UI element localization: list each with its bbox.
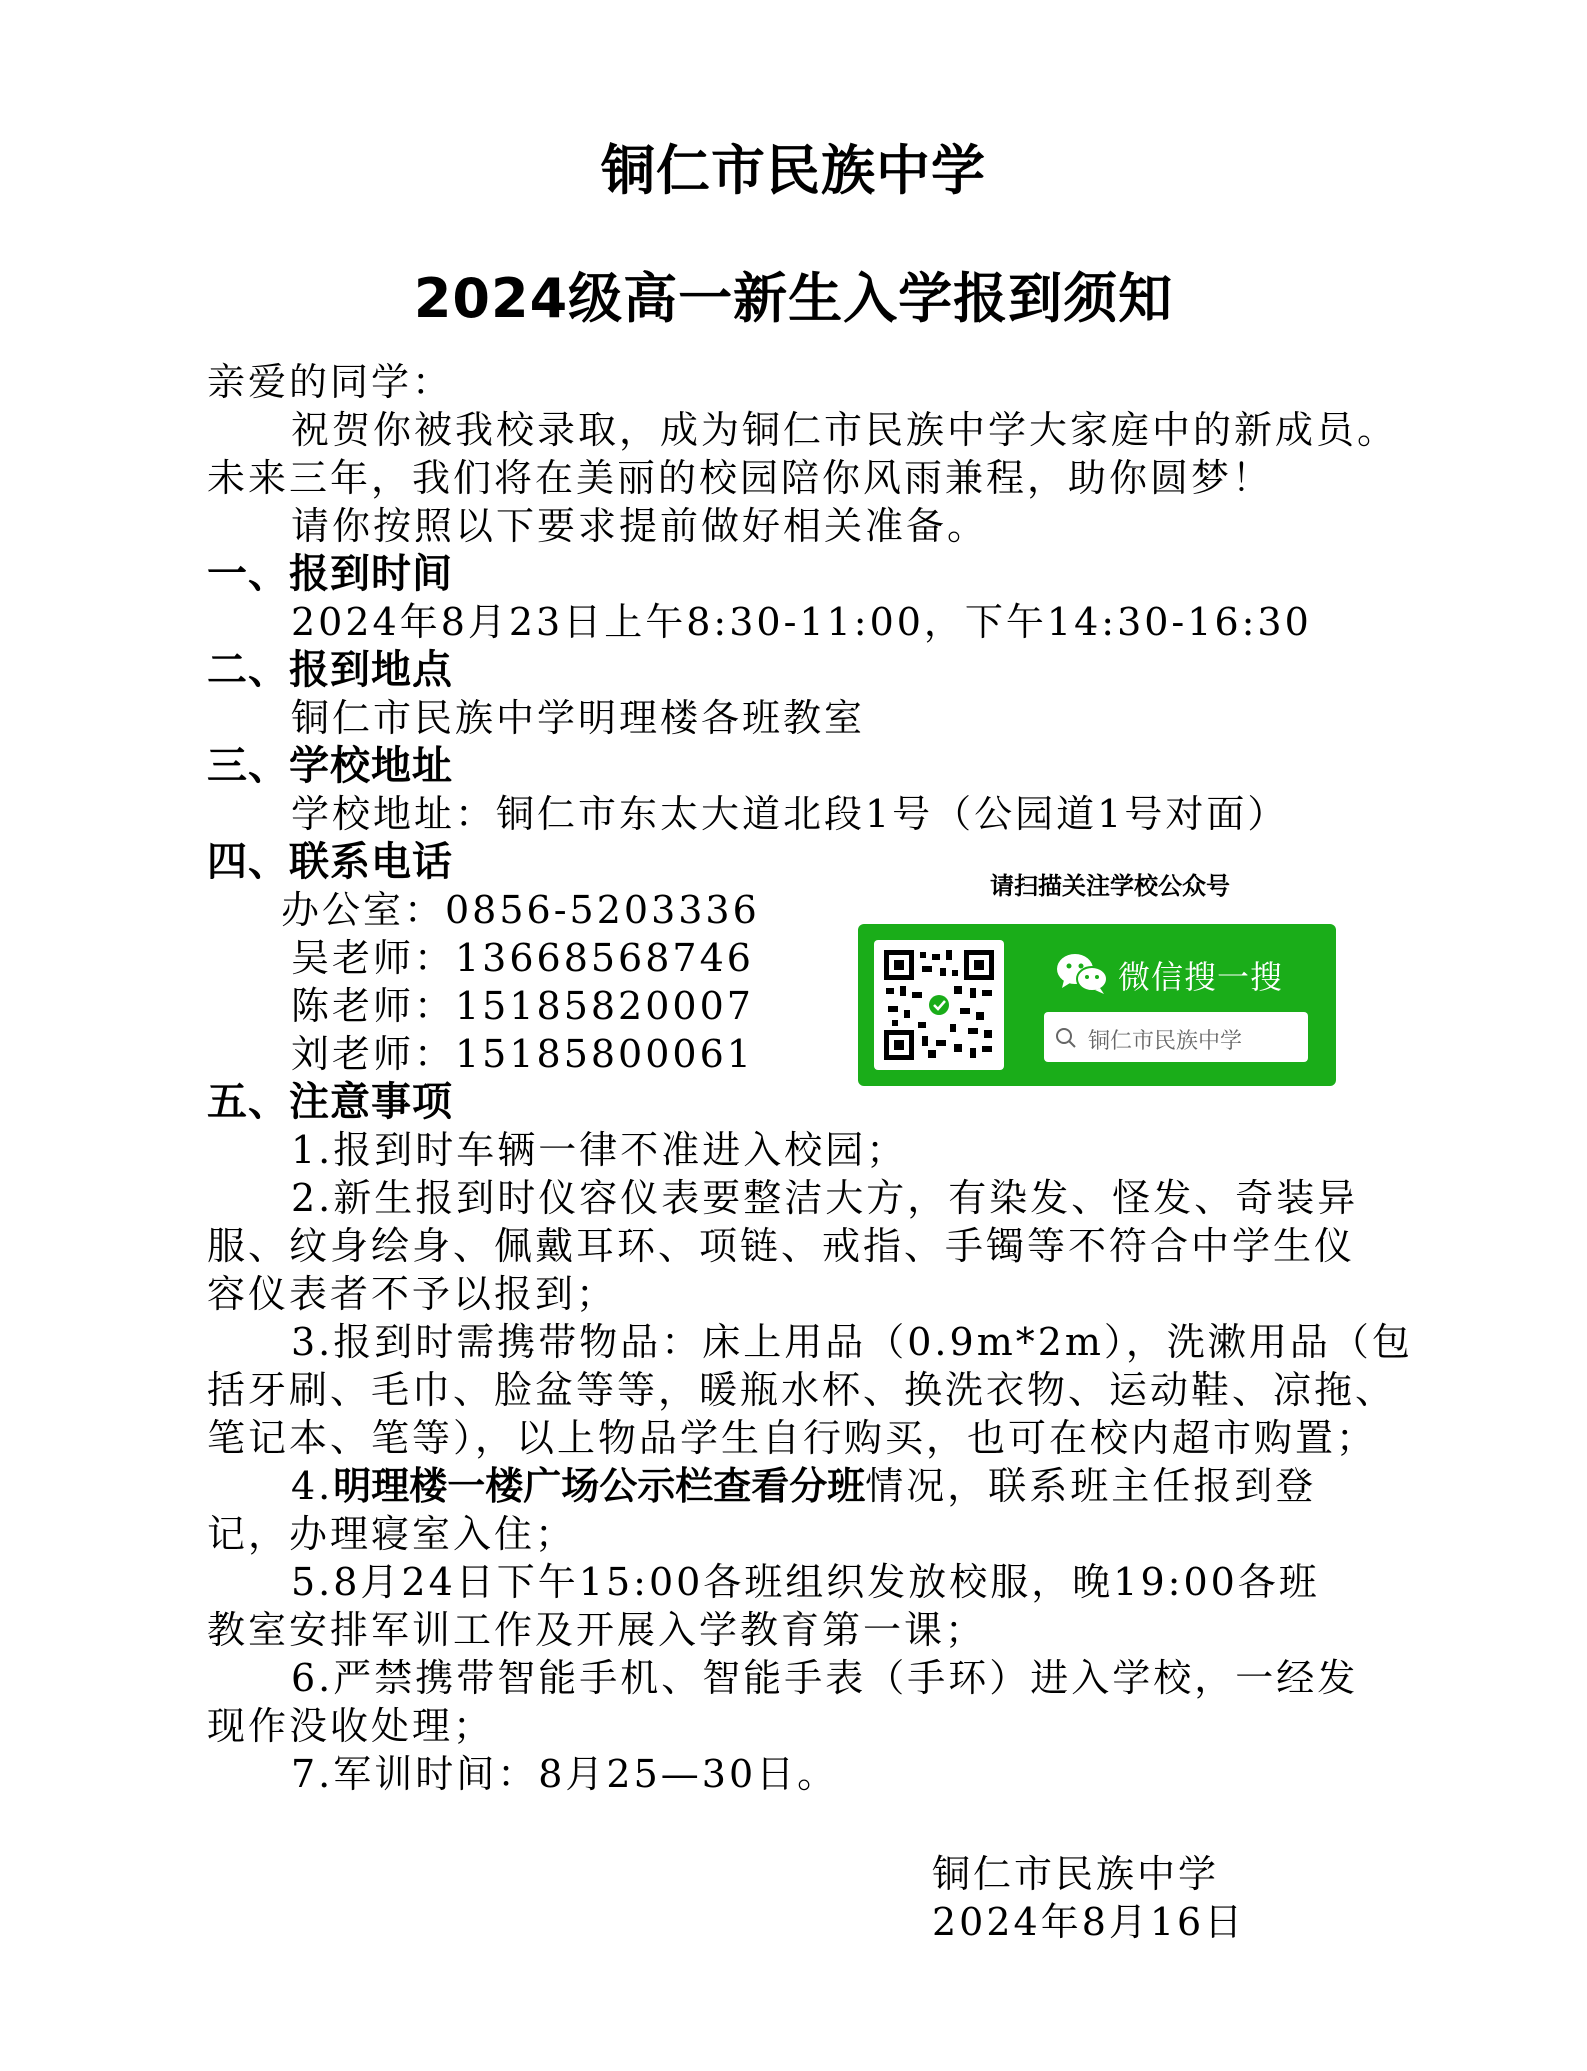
wechat-search-box[interactable] <box>1044 1012 1308 1062</box>
note-item-cont: 服、纹身绘身、佩戴耳环、项链、戒指、手镯等不符合中学生仪 <box>207 1224 1356 1268</box>
qr-caption: 请扫描关注学校公众号 <box>990 872 1230 900</box>
phone-office: 办公室：0856-5203336 <box>281 888 760 932</box>
section-heading-time: 一、报到时间 <box>207 551 453 597</box>
phone-teacher: 陈老师：15185820007 <box>291 984 754 1028</box>
registration-place: 铜仁市民族中学明理楼各班教室 <box>291 696 866 740</box>
note-item-cont: 记，办理寝室入住； <box>207 1512 577 1556</box>
note-item-cont: 括牙刷、毛巾、脸盆等等，暖瓶水杯、换洗衣物、运动鞋、凉拖、 <box>207 1368 1397 1412</box>
note-number: 4. <box>291 1464 334 1508</box>
note-item-cont: 现作没收处理； <box>207 1704 495 1748</box>
intro-line: 未来三年，我们将在美丽的校园陪你风雨兼程，助你圆梦！ <box>207 456 1274 500</box>
note-item: 6.严禁携带智能手机、智能手表（手环）进入学校，一经发 <box>291 1656 1359 1700</box>
section-heading-place: 二、报到地点 <box>207 647 453 693</box>
school-address: 学校地址：铜仁市东太大道北段1号（公园道1号对面） <box>291 792 1289 836</box>
note-item: 3.报到时需携带物品：床上用品（0.9m*2m），洗漱用品（包 <box>291 1320 1413 1364</box>
note-item: 7.军训时间：8月25—30日。 <box>291 1752 839 1796</box>
note-item: 2.新生报到时仪容仪表要整洁大方，有染发、怪发、奇装异 <box>291 1176 1359 1220</box>
note-emphasis: 明理楼一楼广场公示栏查看分班 <box>333 1464 866 1508</box>
section-heading-phone: 四、联系电话 <box>207 839 453 885</box>
wechat-search-card[interactable] <box>858 924 1336 1086</box>
section-heading-address: 三、学校地址 <box>207 743 453 789</box>
wechat-logo-icon <box>1056 952 1108 994</box>
note-item-cont: 笔记本、笔等），以上物品学生自行购买，也可在校内超市购置； <box>207 1416 1378 1460</box>
section-heading-notes: 五、注意事项 <box>207 1079 453 1125</box>
note-item: 1.报到时车辆一律不准进入校园； <box>291 1128 908 1172</box>
phone-teacher: 刘老师：15185800061 <box>291 1032 754 1076</box>
note-text: 情况，联系班主任报到登 <box>865 1464 1317 1508</box>
signature-date: 2024年8月16日 <box>932 1900 1246 1944</box>
school-name-title: 铜仁市民族中学 <box>601 139 986 202</box>
signature <box>932 1850 1245 1946</box>
greeting: 亲爱的同学： <box>207 360 454 404</box>
signature-org: 铜仁市民族中学 <box>932 1852 1220 1896</box>
notes-list <box>207 1126 1413 1798</box>
note-item <box>207 1462 1397 1510</box>
phone-teacher: 吴老师：13668568746 <box>291 936 754 980</box>
qr-code[interactable] <box>874 940 1004 1070</box>
registration-time: 2024年8月23日上午8:30-11:00，下午14:30-16:30 <box>291 600 1312 644</box>
intro-line: 祝贺你被我校录取，成为铜仁市民族中学大家庭中的新成员。 <box>291 408 1399 452</box>
qr-code-icon <box>884 950 994 1060</box>
intro-line: 请你按照以下要求提前做好相关准备。 <box>291 504 989 548</box>
wechat-search-title: 微信搜一搜 <box>1118 958 1284 996</box>
search-icon <box>1054 1026 1078 1050</box>
note-item: 5.8月24日下午15:00各班组织发放校服，晚19:00各班 <box>291 1560 1320 1604</box>
note-item-cont: 容仪表者不予以报到； <box>207 1272 618 1316</box>
wechat-search-text: 铜仁市民族中学 <box>1088 1029 1243 1054</box>
note-item-cont: 教室安排军训工作及开展入学教育第一课； <box>207 1608 987 1652</box>
notice-title: 2024级高一新生入学报到须知 <box>413 267 1174 330</box>
